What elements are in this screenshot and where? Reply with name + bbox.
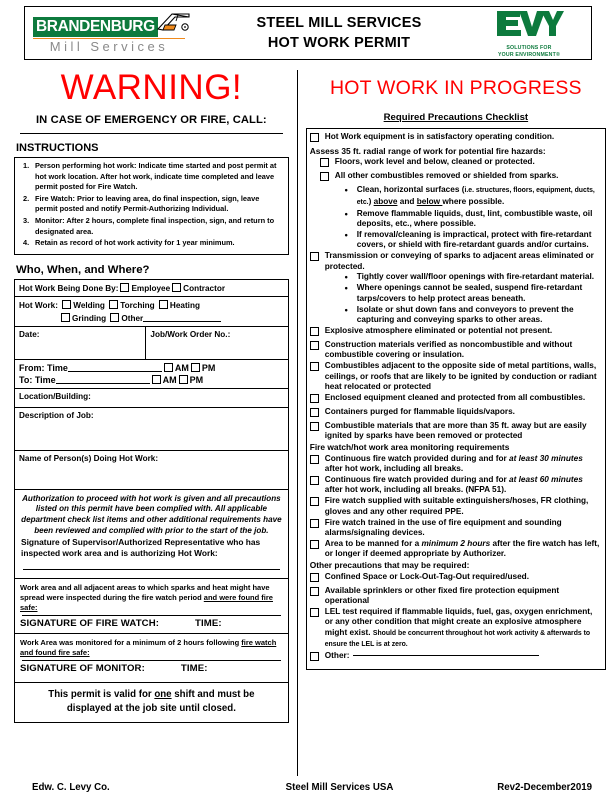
checklist-item-text: Continuous fire watch provided during and for at least 60 minutes after hot work, including all breaks. (NFPA 51). [324, 474, 583, 495]
time-cell [15, 359, 289, 388]
title-line-2: HOT WORK PERMIT [267, 35, 411, 51]
monitor-note-b: fire watch and found fire safe: [20, 638, 277, 658]
checklist-item-text: Fire watch trained in the use of fire equipment and sounding alarms/signaling devices. [324, 517, 562, 537]
firewatch-signature-label: SIGNATURE OF FIRE WATCH: [20, 618, 160, 630]
checklist-title: Required Precautions Checklist [383, 112, 529, 123]
instruction-item [17, 194, 284, 215]
checklist-item-text: Construction materials verified as noncombustible and without combustible covering or insulation. [324, 339, 573, 360]
checkbox-icon[interactable] [310, 421, 325, 442]
checkbox-icon[interactable] [310, 393, 325, 406]
validity-line-1 [19, 688, 284, 702]
firewatch-cell [15, 579, 289, 634]
checklist-item-text: Enclosed equipment cleaned and protected from all combustibles. [324, 392, 586, 402]
who-when-where-title: Who, When, and Where? [16, 263, 150, 276]
checkbox-icon[interactable] [310, 157, 335, 170]
description-cell[interactable] [15, 407, 289, 450]
authorization-cell [15, 489, 289, 578]
permit-body [10, 66, 606, 776]
other-hot-work-input[interactable] [143, 321, 221, 322]
monitor-signature-row[interactable] [20, 663, 283, 674]
checklist-item-text: Combustible materials that are more than 35 ft. away but are easily ignited by sparks have been removed or protected [324, 420, 587, 441]
option-grinding: Grinding [72, 313, 107, 323]
checklist-item[interactable] [310, 132, 600, 145]
bullet-dot-icon: • [344, 283, 348, 294]
instruction-item [17, 161, 284, 193]
monitor-note-a: Work Area was monitored for a minimum of 2 hours following [20, 638, 242, 648]
checklist-item-text: Available sprinklers or other fixed fire protection equipment operational [324, 585, 560, 605]
row-monitor [15, 634, 289, 683]
instruction-number: 2. [23, 193, 30, 203]
row-validity [15, 683, 289, 723]
validity-line-2: displayed at the job site until closed. [66, 703, 236, 715]
checkbox-contractor[interactable] [172, 283, 181, 292]
checkbox-icon[interactable] [310, 607, 325, 651]
checklist-item-text: Other: [325, 651, 600, 664]
checklist-item-text: Combustibles adjacent to the opposite side of metal partitions, walls, ceilings, or roofs that are likely to be ignited by conduction or radiant heat relocated or protected [324, 361, 597, 392]
location-label: Location/Building: [19, 391, 91, 401]
document-title-block [205, 13, 473, 53]
validity-text-one: one [154, 689, 172, 701]
checklist-bullet [310, 305, 600, 326]
checklist-item-text: Transmission or conveying of sparks to adjacent areas eliminated or protected. [324, 251, 594, 271]
crane-icon [156, 12, 190, 37]
validity-cell [15, 683, 289, 723]
job-order-cell[interactable] [146, 326, 288, 359]
checklist-item[interactable] [310, 171, 600, 184]
to-pm-label: PM [189, 374, 204, 385]
checklist-item-text: All other combustibles removed or shielded from sparks. [334, 171, 559, 181]
checklist-item-text: Explosive atmosphere eliminated or potential not present. [324, 326, 553, 335]
checklist-item[interactable] [310, 539, 600, 560]
monitor-time-label: TIME: [180, 663, 208, 675]
row-persons [15, 450, 289, 489]
bullet-dot-icon: • [344, 272, 348, 283]
checklist-item[interactable] [310, 586, 600, 607]
checklist-item-text: Containers purged for flammable liquids/vapors. [324, 406, 515, 416]
checkbox-icon[interactable] [310, 586, 325, 607]
job-order-label: Job/Work Order No.: [150, 329, 231, 339]
checklist-item[interactable] [310, 454, 600, 475]
levy-tagline-2: YOUR ENVIRONMENT® [498, 52, 560, 58]
option-other: Other [121, 313, 144, 323]
checklist-item[interactable] [310, 393, 600, 406]
option-contractor: Contractor [183, 283, 226, 293]
monitor-cell [15, 634, 289, 683]
checkbox-icon[interactable] [310, 454, 325, 475]
right-column [302, 66, 606, 776]
checkbox-icon[interactable] [310, 518, 325, 539]
checklist-item[interactable] [310, 326, 600, 339]
emergency-phone-blank[interactable] [20, 132, 283, 134]
supervisor-signature-text: Signature of Supervisor/Authorized Representative who has inspected work area and is authorizing Hot Work: [21, 537, 261, 559]
hot-work-type-cell [15, 296, 289, 326]
column-divider [297, 70, 298, 776]
bullet-dot-icon: • [344, 229, 348, 240]
from-am-label: AM [174, 362, 189, 373]
instruction-text: Monitor: After 2 hours, complete final inspection, sign, and return to designated area. [35, 215, 275, 236]
brandenburg-subtitle: Mill Services [33, 38, 185, 54]
monitor-rule [22, 659, 281, 661]
checkbox-from-pm[interactable] [191, 363, 200, 372]
validity-text-b: shift and must be [171, 689, 255, 701]
hot-work-label: Hot Work: [19, 300, 58, 310]
instructions-box [14, 157, 289, 255]
checkbox-icon[interactable] [310, 572, 325, 585]
option-heating: Heating [169, 300, 200, 310]
instruction-item [17, 216, 284, 237]
checklist-bullet-text: Tightly cover wall/floor openings with fire-retardant material. [356, 272, 595, 282]
checkbox-to-am[interactable] [152, 375, 161, 384]
checkbox-icon[interactable] [310, 326, 325, 339]
checkbox-welding[interactable] [62, 300, 71, 309]
option-torching: Torching [120, 300, 155, 310]
checkbox-heating[interactable] [159, 300, 168, 309]
checkbox-icon[interactable] [310, 361, 325, 392]
checklist-item[interactable] [310, 518, 600, 539]
bullet-dot-icon: • [344, 208, 348, 219]
row-date-job [15, 326, 289, 359]
checklist-item[interactable] [310, 496, 600, 517]
row-hot-work-type [15, 296, 289, 326]
checklist-bullet-text: Remove flammable liquids, dust, lint, combustible waste, oil deposits, etc., where possible. [356, 208, 593, 228]
option-employee: Employee [131, 283, 171, 293]
firewatch-rule [22, 614, 281, 616]
authorization-text: Authorization to proceed with hot work is given and all precautions listed on this permit have been complied with. All applicable department check list items and other additional requirements have been reviewed and complied with prior to the start of the job. [21, 493, 282, 535]
brandenburg-wordmark: BRANDENBURG [33, 17, 158, 37]
done-by-label: Hot Work Being Done By: [19, 283, 119, 293]
checkbox-other[interactable] [110, 313, 119, 322]
checklist-bullet [310, 230, 600, 251]
to-am-label: AM [162, 374, 177, 385]
levy-tagline-1: SOLUTIONS FOR [506, 44, 552, 51]
checklist-bullet-text: Clean, horizontal surfaces (i.e. structures, floors, equipment, ducts, etc.) above and below where possible. [356, 185, 595, 206]
levy-logo [473, 8, 591, 59]
checkbox-icon[interactable] [310, 132, 325, 145]
checkbox-icon[interactable] [310, 496, 325, 517]
checklist-item[interactable] [310, 607, 600, 651]
option-welding: Welding [73, 300, 105, 310]
checklist-item[interactable] [310, 407, 600, 420]
checklist-item-text: LEL test required if flammable liquids, fuel, gas, oxygen enrichment, or any other condition that might create an explosive atmosphere might exist. Should be concurrent throughout hot work activity & afterwards to ensure the LEL is at zero. [324, 606, 593, 649]
checklist-item-text: Area to be manned for a minimum 2 hours after the fire watch has left, or longer if deemed appropriate by Authorizer. [324, 538, 600, 559]
instruction-text: Person performing hot work: Indicate time started and post permit at hot work location. After hot work, indicate time completed and leave permit posted for Fire Watch. [35, 161, 277, 192]
footer-revision: Rev2-December2019 [497, 782, 592, 793]
checkbox-icon[interactable] [310, 407, 325, 420]
warning-banner: WARNING! [60, 68, 243, 107]
monitor-note [20, 638, 283, 658]
checklist-bullet [310, 272, 600, 282]
to-time-input[interactable] [56, 383, 150, 384]
firewatch-time-label: TIME: [195, 618, 222, 630]
brandenburg-logo [25, 12, 205, 54]
checklist-item[interactable] [310, 651, 600, 664]
instruction-text: Retain as record of hot work activity for 1 year minimum. [35, 238, 235, 248]
checkbox-grinding[interactable] [61, 313, 70, 322]
from-time-label: From: Time [19, 362, 68, 373]
title-line-1: STEEL MILL SERVICES [256, 15, 422, 31]
location-cell[interactable] [15, 388, 289, 407]
checklist-item[interactable] [310, 421, 600, 442]
checklist-item[interactable] [310, 361, 600, 392]
checkbox-icon[interactable] [310, 251, 325, 272]
checkbox-icon[interactable] [310, 171, 335, 184]
checklist-section-header: Assess 35 ft. radial range of work for potential fire hazards: [309, 145, 546, 156]
monitor-signature-label: SIGNATURE OF MONITOR: [20, 663, 145, 675]
instruction-number: 3. [23, 215, 30, 225]
checklist-bullet [310, 283, 600, 304]
document-header [24, 6, 592, 60]
checkbox-icon[interactable] [310, 475, 325, 496]
checkbox-icon[interactable] [310, 539, 325, 560]
persons-cell[interactable] [15, 450, 289, 489]
checkbox-icon[interactable] [310, 340, 325, 361]
left-column [10, 66, 295, 776]
checklist-item-text: Hot Work equipment is in satisfactory operating condition. [324, 132, 555, 141]
checklist-item[interactable] [310, 251, 600, 272]
checklist-item[interactable] [310, 475, 600, 496]
document-footer [0, 782, 616, 793]
permit-form-table [14, 279, 289, 723]
date-cell[interactable] [15, 326, 146, 359]
date-label: Date: [19, 329, 40, 339]
checkbox-icon[interactable] [310, 651, 325, 664]
supervisor-signature-line[interactable] [23, 568, 280, 570]
required-precautions-checklist [306, 128, 606, 670]
instruction-number: 4. [23, 238, 30, 248]
checklist-item-text: Fire watch supplied with suitable extinguishers/hoses, FR clothing, gloves and any other required PPE. [324, 496, 589, 516]
checklist-bullet-text: Where openings cannot be sealed, suspend fire-retardant tarps/covers to help protect areas beneath. [356, 283, 583, 303]
checklist-item[interactable] [310, 572, 600, 585]
checklist-bullet-text: If removal/cleaning is impractical, protect with fire-retardant covers, or shield with fire-retardant guards and/or curtains. [356, 229, 592, 250]
checkbox-to-pm[interactable] [179, 375, 188, 384]
checkbox-torching[interactable] [109, 300, 118, 309]
description-label: Description of Job: [19, 410, 94, 420]
to-time-label: To: Time [19, 374, 56, 385]
levy-mark-icon [493, 8, 565, 39]
instructions-title: INSTRUCTIONS [16, 142, 99, 154]
row-location [15, 388, 289, 407]
validity-text-a: This permit is valid for [48, 689, 155, 701]
checklist-bullet-text: Isolate or shut down fans and conveyors to prevent the capturing and conveying sparks to other areas. [356, 304, 574, 325]
row-done-by [15, 279, 289, 296]
checklist-bullet [310, 185, 600, 208]
checklist-item-text: Continuous fire watch provided during and for at least 30 minutes after hot work, including all breaks. [324, 453, 583, 473]
checklist-item[interactable] [310, 340, 600, 361]
from-time-input[interactable] [68, 371, 162, 372]
firewatch-note [20, 583, 283, 613]
other-precaution-input[interactable] [353, 655, 539, 656]
done-by-cell [15, 279, 289, 296]
bullet-dot-icon: • [344, 304, 348, 315]
checklist-item-text: Floors, work level and below, cleaned or protected. [334, 157, 535, 167]
checklist-item[interactable] [310, 157, 600, 170]
row-description [15, 407, 289, 450]
from-pm-label: PM [201, 362, 216, 373]
footer-center: Steel Mill Services USA [285, 782, 394, 793]
checklist-item-text: Confined Space or Lock-Out-Tag-Out required/used. [324, 571, 530, 581]
checklist-bullet [310, 209, 600, 230]
instruction-text: Fire Watch: Prior to leaving area, do final inspection, sign, leave permit posted and notify Permit-Authorizing Individual. [35, 193, 260, 214]
bullet-dot-icon: • [344, 185, 348, 196]
checkbox-from-am[interactable] [164, 363, 173, 372]
footer-company: Edw. C. Levy Co. [32, 782, 110, 793]
row-authorization [15, 489, 289, 578]
instruction-number: 1. [23, 161, 30, 170]
checkbox-employee[interactable] [120, 283, 129, 292]
firewatch-note-a: Work area and all adjacent areas to which sparks and heat might have spread were inspected during the fire watch period [20, 583, 270, 603]
hot-work-in-progress-banner: HOT WORK IN PROGRESS [329, 77, 582, 99]
firewatch-note-b: and were found fire safe: [20, 593, 273, 613]
row-times [15, 359, 289, 388]
checklist-section-header: Other precautions that may be required: [309, 560, 470, 571]
emergency-call-label: IN CASE OF EMERGENCY OR FIRE, CALL: [35, 114, 267, 126]
row-firewatch [15, 579, 289, 634]
checklist-section-header: Fire watch/hot work area monitoring requirements [309, 442, 510, 453]
instruction-item [17, 238, 284, 249]
firewatch-signature-row[interactable] [20, 618, 283, 629]
persons-label: Name of Person(s) Doing Hot Work: [19, 453, 159, 463]
